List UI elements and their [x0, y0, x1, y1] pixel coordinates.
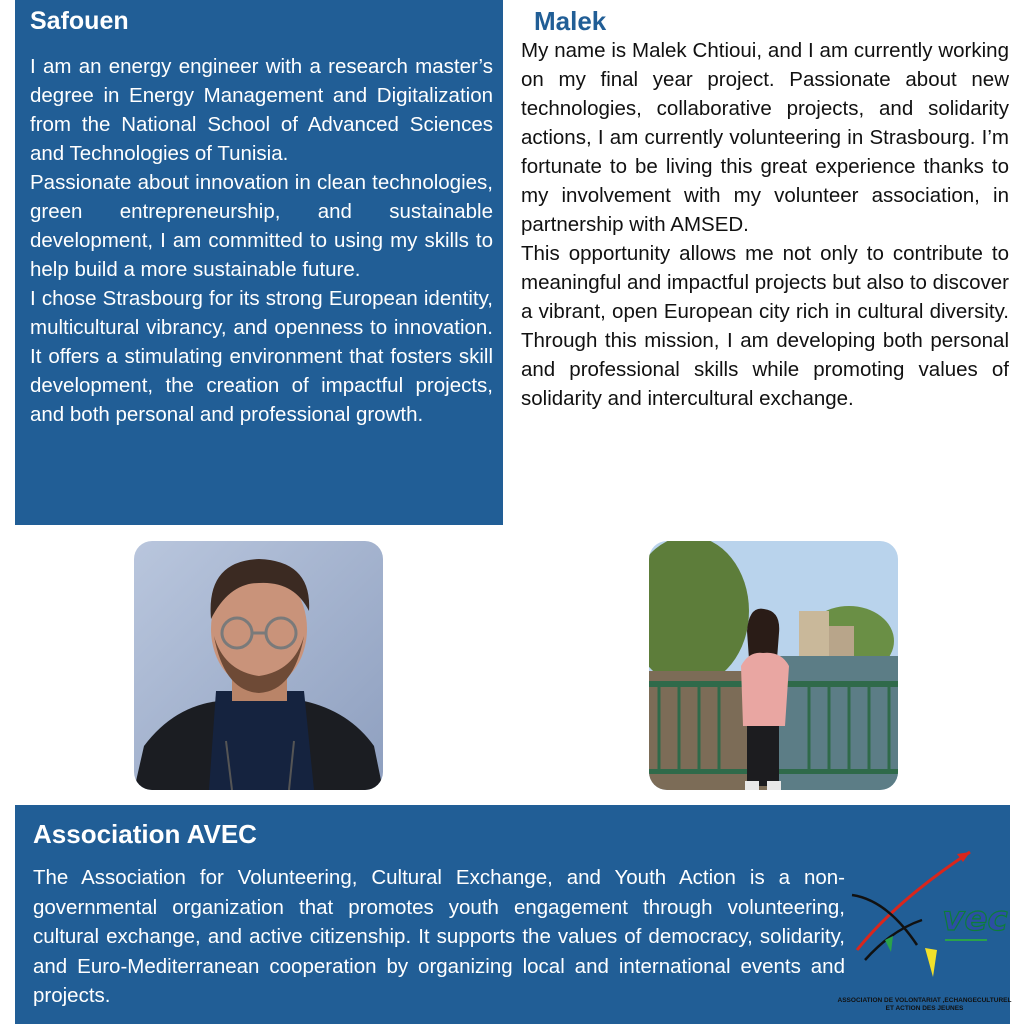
malek-photo-illustration	[649, 541, 898, 790]
avec-logo-caption-line-1: ASSOCIATION DE VOLONTARIAT ,ECHANGECULTUREL	[837, 997, 1012, 1004]
safouen-panel	[15, 0, 503, 525]
avec-logo-wordmark: vec	[942, 899, 1008, 939]
association-description: The Association for Volunteering, Cultural Exchange, and Youth Action is a non-governmental organization that promotes youth engagement through volunteering, cultural exchange, and active citizenship. It supports the values of democracy, solidarity, and Euro-Mediterranean cooperation by organizing local and international events and projects.	[33, 866, 845, 1007]
malek-photo	[649, 541, 898, 790]
avec-logo	[837, 840, 1012, 1020]
safouen-name: Safouen	[30, 7, 129, 35]
malek-panel	[521, 0, 1009, 413]
malek-name: Malek	[534, 6, 607, 36]
avec-logo-caption-line-2: ET ACTION DES JEUNES	[885, 1005, 964, 1012]
avec-logo-mark	[837, 840, 1012, 995]
association-title: Association AVEC	[33, 819, 257, 849]
safouen-paragraph-2: Passionate about innovation in clean technologies, green entrepreneurship, and sustainable development, I am committed to using my skills to help build a more sustainable future.	[30, 171, 493, 281]
safouen-photo	[134, 541, 383, 790]
safouen-paragraph-3: I chose Strasbourg for its strong European identity, multicultural vibrancy, and openness to innovation. It offers a stimulating environment that fosters skill development, the creation of impactful projects, and both personal and professional growth.	[30, 287, 493, 426]
safouen-portrait-illustration	[134, 541, 383, 790]
malek-paragraph-2: This opportunity allows me not only to contribute to meaningful and impactful projects but also to discover a vibrant, open European city rich in cultural diversity. Through this mission, I am developing both personal and professional skills while promoting values of solidarity and intercultural exchange.	[521, 242, 1009, 410]
safouen-paragraph-1: I am an energy engineer with a research master’s degree in Energy Management and Digitalization from the National School of Advanced Sciences and Technologies of Tunisia.	[30, 55, 493, 165]
malek-paragraph-1: My name is Malek Chtioui, and I am currently working on my final year project. Passionate about new technologies, collaborative projects, and solidarity actions, I am currently volunteering in Strasbourg. I’m fortunate to be living this great experience thanks to my involvement with my volunteer association, in partnership with AMSED.	[521, 39, 1009, 236]
avec-logo-caption	[837, 997, 1012, 1013]
